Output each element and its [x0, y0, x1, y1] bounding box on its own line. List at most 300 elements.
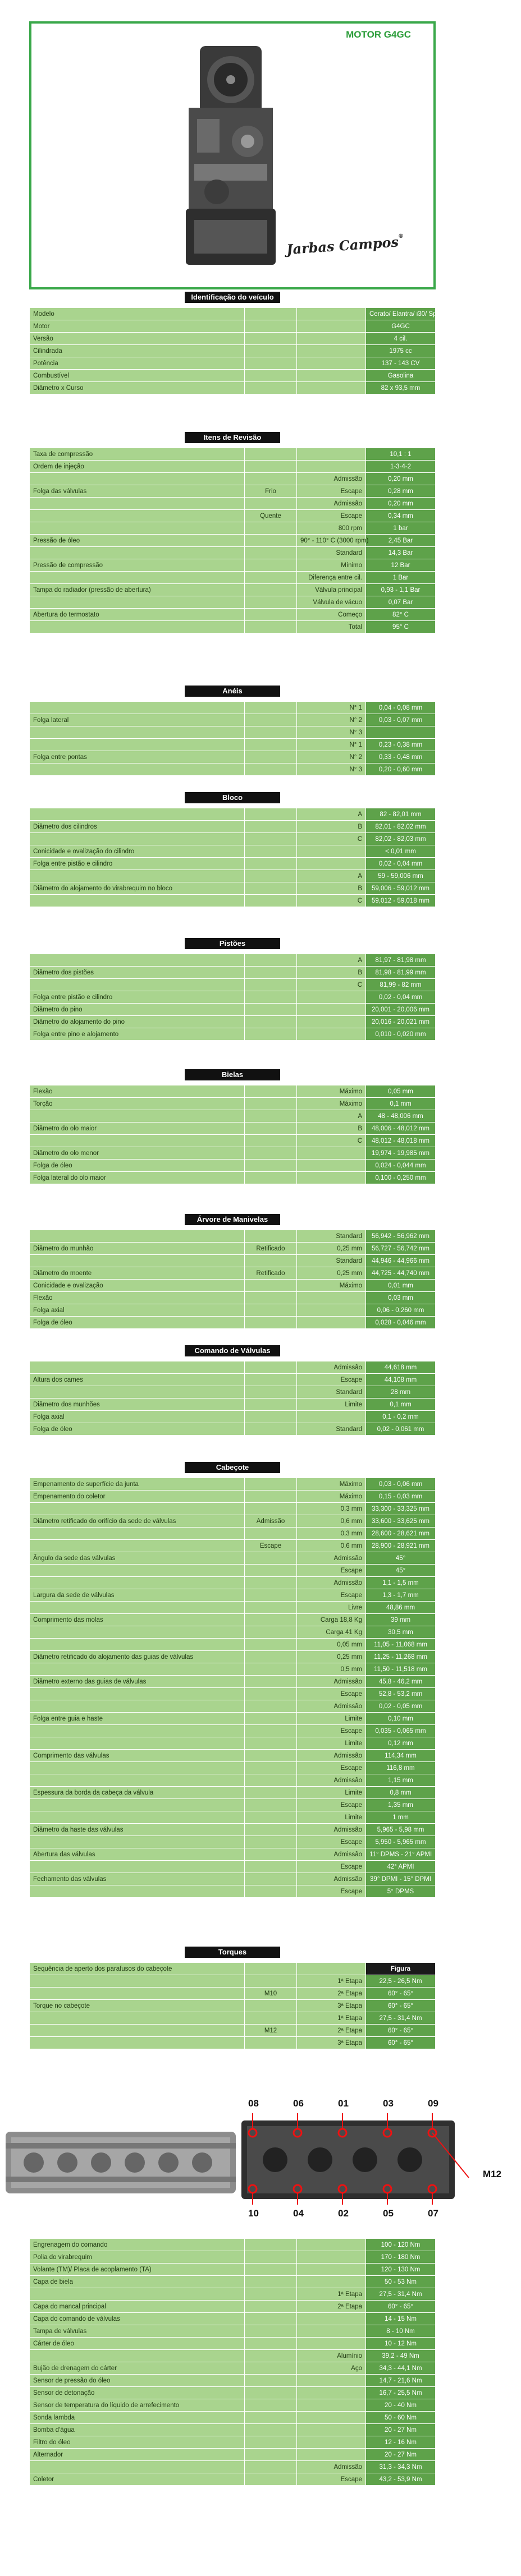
- table-row: [30, 357, 436, 370]
- row-value: 60° - 65°: [366, 2025, 436, 2037]
- row-value: 114,34 mm: [366, 1750, 436, 1762]
- row-group: [245, 609, 297, 621]
- row-group: [245, 522, 297, 535]
- row-condition: [297, 2251, 366, 2264]
- row-condition: Standard: [297, 547, 366, 559]
- table-row: [30, 1399, 436, 1411]
- table-row: [30, 2012, 436, 2025]
- row-value: 8 - 10 Nm: [366, 2325, 436, 2338]
- row-label: Torque no cabeçote: [30, 2000, 245, 2012]
- row-condition: [297, 2436, 366, 2449]
- row-group: [245, 2037, 297, 2049]
- table-row: [30, 2276, 436, 2288]
- table-row: [30, 1975, 436, 1988]
- row-condition: [297, 2387, 366, 2399]
- row-condition: Standard: [297, 1255, 366, 1267]
- row-condition: [297, 2313, 366, 2325]
- row-label: Torção: [30, 1098, 245, 1110]
- row-group: [245, 1317, 297, 1329]
- spec-table: [29, 701, 436, 776]
- row-label: Cárter de óleo: [30, 2338, 245, 2350]
- table-row: [30, 1123, 436, 1135]
- section-comando: [29, 1345, 436, 1436]
- bolt-label: 04: [293, 2208, 304, 2219]
- row-value: 59 - 59,006 mm: [366, 870, 436, 882]
- row-group: [245, 991, 297, 1004]
- row-group: [245, 1423, 297, 1436]
- row-value: 44,946 - 44,966 mm: [366, 1255, 436, 1267]
- row-label: Pressão de óleo: [30, 535, 245, 547]
- row-group: [245, 1565, 297, 1577]
- row-group: [245, 1230, 297, 1243]
- row-group: [245, 870, 297, 882]
- table-row: [30, 702, 436, 714]
- row-label: Diâmetro do alojamento do virabrequim no bloco: [30, 882, 245, 895]
- section-title: Árvore de Manivelas: [185, 1214, 280, 1225]
- table-row: [30, 1565, 436, 1577]
- row-value: 0,34 mm: [366, 510, 436, 522]
- table-row: [30, 2461, 436, 2473]
- row-group: [245, 1399, 297, 1411]
- row-value: G4GC: [366, 320, 436, 333]
- row-condition: 0,6 mm: [297, 1540, 366, 1552]
- row-value: 20,016 - 20,021 mm: [366, 1016, 436, 1028]
- row-condition: A: [297, 870, 366, 882]
- table-row: [30, 808, 436, 821]
- row-value: 10 - 12 Nm: [366, 2338, 436, 2350]
- row-label: [30, 572, 245, 584]
- table-row: [30, 2424, 436, 2436]
- row-group: [245, 1963, 297, 1975]
- row-condition: Admissão: [297, 498, 366, 510]
- row-label: Folga entre pontas: [30, 751, 245, 763]
- row-label: Diâmetro do moente: [30, 1267, 245, 1280]
- row-label: Tampa de válvulas: [30, 2325, 245, 2338]
- table-row: [30, 870, 436, 882]
- row-condition: Escape: [297, 1374, 366, 1386]
- row-condition: [297, 2412, 366, 2424]
- row-value: 81,98 - 81,99 mm: [366, 967, 436, 979]
- spec-table: [29, 808, 436, 907]
- row-value: 20,001 - 20,006 mm: [366, 1004, 436, 1016]
- row-group: [245, 1386, 297, 1399]
- row-value: 0,03 - 0,06 mm: [366, 1478, 436, 1491]
- row-value: 116,8 mm: [366, 1762, 436, 1774]
- row-value: 56,727 - 56,742 mm: [366, 1243, 436, 1255]
- table-row: [30, 2025, 436, 2037]
- row-condition: Admissão: [297, 1750, 366, 1762]
- row-label: Diâmetro do olo menor: [30, 1147, 245, 1160]
- table-row: [30, 1255, 436, 1267]
- row-value: 42° APMI: [366, 1861, 436, 1873]
- row-group: M12: [245, 2025, 297, 2037]
- row-label: Empenamento do coletor: [30, 1491, 245, 1503]
- row-condition: Limite: [297, 1811, 366, 1824]
- row-condition: N° 3: [297, 726, 366, 739]
- row-group: [245, 1651, 297, 1663]
- row-group: [245, 1411, 297, 1423]
- table-row: [30, 473, 436, 485]
- row-value: 170 - 180 Nm: [366, 2251, 436, 2264]
- row-group: [245, 739, 297, 751]
- row-label: [30, 1836, 245, 1848]
- section-identificacao: [29, 292, 479, 394]
- row-condition: Escape: [297, 485, 366, 498]
- table-row: [30, 1098, 436, 1110]
- row-label: Polia do virabrequim: [30, 2251, 245, 2264]
- row-value: 2,45 Bar: [366, 535, 436, 547]
- bolt-size-label: M12: [483, 2169, 502, 2179]
- table-row: [30, 1361, 436, 1374]
- row-value: 28,900 - 28,921 mm: [366, 1540, 436, 1552]
- row-value: 48 - 48,006 mm: [366, 1110, 436, 1123]
- table-row: [30, 1230, 436, 1243]
- table-row: [30, 2288, 436, 2301]
- row-value: 48,86 mm: [366, 1602, 436, 1614]
- row-label: [30, 1255, 245, 1267]
- row-group: [245, 2000, 297, 2012]
- row-value: 0,15 - 0,03 mm: [366, 1491, 436, 1503]
- table-row: [30, 1799, 436, 1811]
- row-value: 82 x 93,5 mm: [366, 382, 436, 394]
- section-title: Identificação do veículo: [185, 292, 280, 303]
- table-row: [30, 1085, 436, 1098]
- table-row: [30, 895, 436, 907]
- table-row: [30, 2251, 436, 2264]
- row-label: [30, 1503, 245, 1515]
- row-value: 14 - 15 Nm: [366, 2313, 436, 2325]
- row-value: 44,725 - 44,740 mm: [366, 1267, 436, 1280]
- row-group: Quente: [245, 510, 297, 522]
- row-group: [245, 1602, 297, 1614]
- row-condition: [297, 2375, 366, 2387]
- row-group: [245, 1725, 297, 1737]
- row-condition: Escape: [297, 510, 366, 522]
- table-row: [30, 1688, 436, 1700]
- section-aneis: [29, 686, 436, 776]
- row-label: Diâmetro externo das guias de válvulas: [30, 1676, 245, 1688]
- row-group: Admissão: [245, 1515, 297, 1528]
- row-label: Abertura das válvulas: [30, 1848, 245, 1861]
- row-group: [245, 1639, 297, 1651]
- row-group: [245, 2436, 297, 2449]
- table-row: [30, 2037, 436, 2049]
- row-label: Folga lateral: [30, 714, 245, 726]
- row-group: [245, 547, 297, 559]
- row-group: [245, 1774, 297, 1787]
- row-value: 27,5 - 31,4 Nm: [366, 2012, 436, 2025]
- row-condition: Escape: [297, 1725, 366, 1737]
- row-condition: B: [297, 1123, 366, 1135]
- row-value: 60° - 65°: [366, 2000, 436, 2012]
- row-value: 20 - 40 Nm: [366, 2399, 436, 2412]
- row-label: [30, 763, 245, 776]
- row-label: Folga entre pino e alojamento: [30, 1028, 245, 1041]
- engine-title: MOTOR G4GC: [346, 29, 411, 40]
- table-row: [30, 882, 436, 895]
- row-label: Sensor de temperatura do líquido de arrefecimento: [30, 2399, 245, 2412]
- spec-table: [29, 448, 436, 633]
- table-row: [30, 763, 436, 776]
- row-group: [245, 2338, 297, 2350]
- row-value: 0,1 - 0,2 mm: [366, 1411, 436, 1423]
- table-row: [30, 1515, 436, 1528]
- row-condition: [297, 370, 366, 382]
- row-value: 0,010 - 0,020 mm: [366, 1028, 436, 1041]
- row-value: 44,108 mm: [366, 1374, 436, 1386]
- row-value: 0,12 mm: [366, 1737, 436, 1750]
- row-condition: C: [297, 833, 366, 845]
- row-condition: B: [297, 882, 366, 895]
- row-group: [245, 1503, 297, 1515]
- table-row: [30, 2399, 436, 2412]
- row-condition: [297, 1147, 366, 1160]
- section-cabecote: [29, 1462, 436, 1898]
- row-condition: 3ª Etapa: [297, 2000, 366, 2012]
- row-condition: 1ª Etapa: [297, 1975, 366, 1988]
- row-group: [245, 808, 297, 821]
- row-label: [30, 2461, 245, 2473]
- row-condition: 0,3 mm: [297, 1503, 366, 1515]
- table-row: [30, 2350, 436, 2362]
- bolt-label: 02: [338, 2208, 349, 2219]
- row-group: [245, 1552, 297, 1565]
- row-condition: 90° - 110° C (3000 rpm): [297, 535, 366, 547]
- row-group: [245, 714, 297, 726]
- table-row: [30, 485, 436, 498]
- row-label: Diâmetro do alojamento do pino: [30, 1016, 245, 1028]
- row-group: [245, 1135, 297, 1147]
- row-group: [245, 2424, 297, 2436]
- row-group: [245, 1614, 297, 1626]
- row-condition: 3ª Etapa: [297, 2037, 366, 2049]
- table-row: [30, 308, 436, 320]
- row-label: Diâmetro dos pistões: [30, 967, 245, 979]
- row-label: Ângulo da sede das válvulas: [30, 1552, 245, 1565]
- row-condition: Admissão: [297, 1676, 366, 1688]
- row-value: 16,7 - 25,5 Nm: [366, 2387, 436, 2399]
- table-row: [30, 510, 436, 522]
- table-row: [30, 584, 436, 596]
- row-condition: [297, 1004, 366, 1016]
- row-label: Bujão de drenagem do cárter: [30, 2362, 245, 2375]
- row-condition: [297, 1172, 366, 1184]
- row-group: [245, 1098, 297, 1110]
- table-row: [30, 1528, 436, 1540]
- row-group: [245, 1799, 297, 1811]
- table-row: [30, 1663, 436, 1676]
- row-group: [245, 559, 297, 572]
- table-row: [30, 1552, 436, 1565]
- row-condition: Carga 41 Kg: [297, 1626, 366, 1639]
- row-condition: Escape: [297, 1762, 366, 1774]
- table-row: [30, 1243, 436, 1255]
- table-row: [30, 1861, 436, 1873]
- row-label: [30, 895, 245, 907]
- row-group: [245, 1811, 297, 1824]
- bolt-label: 05: [383, 2208, 394, 2219]
- row-label: Sequência de aperto dos parafusos do cabeçote: [30, 1963, 245, 1975]
- row-condition: [297, 308, 366, 320]
- row-value: 0,8 mm: [366, 1787, 436, 1799]
- row-value: 11° DPMS - 21° APMI: [366, 1848, 436, 1861]
- table-row: [30, 547, 436, 559]
- row-label: [30, 833, 245, 845]
- row-label: [30, 1774, 245, 1787]
- spec-table: [29, 1230, 436, 1329]
- row-condition: [297, 1292, 366, 1304]
- row-group: [245, 2264, 297, 2276]
- engine-photo: [183, 40, 278, 270]
- table-row: [30, 954, 436, 967]
- row-condition: C: [297, 979, 366, 991]
- row-condition: Admissão: [297, 1824, 366, 1836]
- table-row: [30, 1577, 436, 1589]
- row-group: [245, 473, 297, 485]
- section-title: Pistões: [185, 938, 280, 949]
- table-row: [30, 1317, 436, 1329]
- row-value: 34,3 - 44,1 Nm: [366, 2362, 436, 2375]
- row-group: [245, 1750, 297, 1762]
- row-label: Sensor de pressão do óleo: [30, 2375, 245, 2387]
- row-condition: Máximo: [297, 1491, 366, 1503]
- row-condition: [297, 333, 366, 345]
- row-value: 0,02 - 0,05 mm: [366, 1700, 436, 1713]
- row-label: Alternador: [30, 2449, 245, 2461]
- row-group: Frio: [245, 485, 297, 498]
- row-value: 0,07 Bar: [366, 596, 436, 609]
- row-value: 10,1 : 1: [366, 448, 436, 461]
- bolt-label: 03: [383, 2098, 394, 2109]
- row-value: 137 - 143 CV: [366, 357, 436, 370]
- table-row: [30, 821, 436, 833]
- spec-table: [29, 954, 436, 1041]
- row-value: 0,03 - 0,07 mm: [366, 714, 436, 726]
- row-value: 0,06 - 0,260 mm: [366, 1304, 436, 1317]
- table-row: [30, 1491, 436, 1503]
- row-group: Retificado: [245, 1267, 297, 1280]
- row-condition: 2ª Etapa: [297, 2301, 366, 2313]
- row-value: 0,028 - 0,046 mm: [366, 1317, 436, 1329]
- table-row: [30, 2362, 436, 2375]
- row-condition: [297, 2239, 366, 2251]
- row-condition: A: [297, 954, 366, 967]
- row-value: 27,5 - 31,4 Nm: [366, 2288, 436, 2301]
- row-value: 45,8 - 46,2 mm: [366, 1676, 436, 1688]
- row-label: Conicidade e ovalização: [30, 1280, 245, 1292]
- table-row: [30, 1028, 436, 1041]
- row-value: 31,3 - 34,3 Nm: [366, 2461, 436, 2473]
- table-row: [30, 1386, 436, 1399]
- row-condition: N° 2: [297, 751, 366, 763]
- row-label: [30, 1639, 245, 1651]
- section-torques-gerais: [29, 2238, 436, 2486]
- row-label: Folga de óleo: [30, 1160, 245, 1172]
- row-label: [30, 2037, 245, 2049]
- row-value: Gasolina: [366, 370, 436, 382]
- table-row: [30, 382, 436, 394]
- row-condition: [297, 448, 366, 461]
- table-row: [30, 2338, 436, 2350]
- row-label: Engrenagem do comando: [30, 2239, 245, 2251]
- row-label: [30, 1565, 245, 1577]
- row-group: [245, 2449, 297, 2461]
- row-condition: 2ª Etapa: [297, 1988, 366, 2000]
- row-group: [245, 2461, 297, 2473]
- row-label: Volante (TM)/ Placa de acoplamento (TA): [30, 2264, 245, 2276]
- row-group: [245, 461, 297, 473]
- row-value: 39° DPMI - 15° DPMI: [366, 1873, 436, 1885]
- row-condition: [297, 320, 366, 333]
- row-label: [30, 547, 245, 559]
- row-label: [30, 1762, 245, 1774]
- row-label: Diâmetro retificado do orifício da sede de válvulas: [30, 1515, 245, 1528]
- row-value: 60° - 65°: [366, 1988, 436, 2000]
- row-group: [245, 763, 297, 776]
- row-label: Capa de biela: [30, 2276, 245, 2288]
- row-label: [30, 1361, 245, 1374]
- table-row: [30, 1676, 436, 1688]
- row-value: Cerato/ Elantra/ i30/ Sportage/ Tucson: [366, 308, 436, 320]
- row-value: 0,01 mm: [366, 1280, 436, 1292]
- table-row: [30, 2436, 436, 2449]
- row-label: Taxa de compressão: [30, 448, 245, 461]
- row-group: [245, 621, 297, 633]
- row-condition: A: [297, 808, 366, 821]
- row-label: [30, 1737, 245, 1750]
- row-group: [245, 882, 297, 895]
- row-condition: Escape: [297, 1836, 366, 1848]
- bolt-label: 01: [338, 2098, 349, 2109]
- row-label: [30, 473, 245, 485]
- row-label: Tampa do radiador (pressão de abertura): [30, 584, 245, 596]
- table-row: [30, 1172, 436, 1184]
- row-group: [245, 1663, 297, 1676]
- row-label: [30, 1135, 245, 1147]
- row-group: M10: [245, 1988, 297, 2000]
- row-value: 1,3 - 1,7 mm: [366, 1589, 436, 1602]
- table-row: [30, 522, 436, 535]
- row-condition: Máximo: [297, 1280, 366, 1292]
- row-label: Sonda lambda: [30, 2412, 245, 2424]
- row-label: [30, 1577, 245, 1589]
- row-group: [245, 1848, 297, 1861]
- row-group: [245, 1004, 297, 1016]
- row-condition: [297, 345, 366, 357]
- row-condition: Máximo: [297, 1085, 366, 1098]
- row-value: 4 cil.: [366, 333, 436, 345]
- row-label: [30, 979, 245, 991]
- table-row: [30, 2375, 436, 2387]
- row-group: [245, 1676, 297, 1688]
- row-group: [245, 1255, 297, 1267]
- row-group: [245, 2387, 297, 2399]
- table-row: [30, 1651, 436, 1663]
- row-condition: Escape: [297, 1799, 366, 1811]
- table-row: [30, 1614, 436, 1626]
- row-value: 5,950 - 5,965 mm: [366, 1836, 436, 1848]
- row-label: [30, 739, 245, 751]
- row-label: [30, 1975, 245, 1988]
- row-label: [30, 1725, 245, 1737]
- row-label: [30, 1861, 245, 1873]
- row-condition: [297, 2276, 366, 2288]
- row-condition: Limite: [297, 1399, 366, 1411]
- row-value: 60° - 65°: [366, 2301, 436, 2313]
- table-row: [30, 345, 436, 357]
- row-value: 0,04 - 0,08 mm: [366, 702, 436, 714]
- table-row: [30, 1503, 436, 1515]
